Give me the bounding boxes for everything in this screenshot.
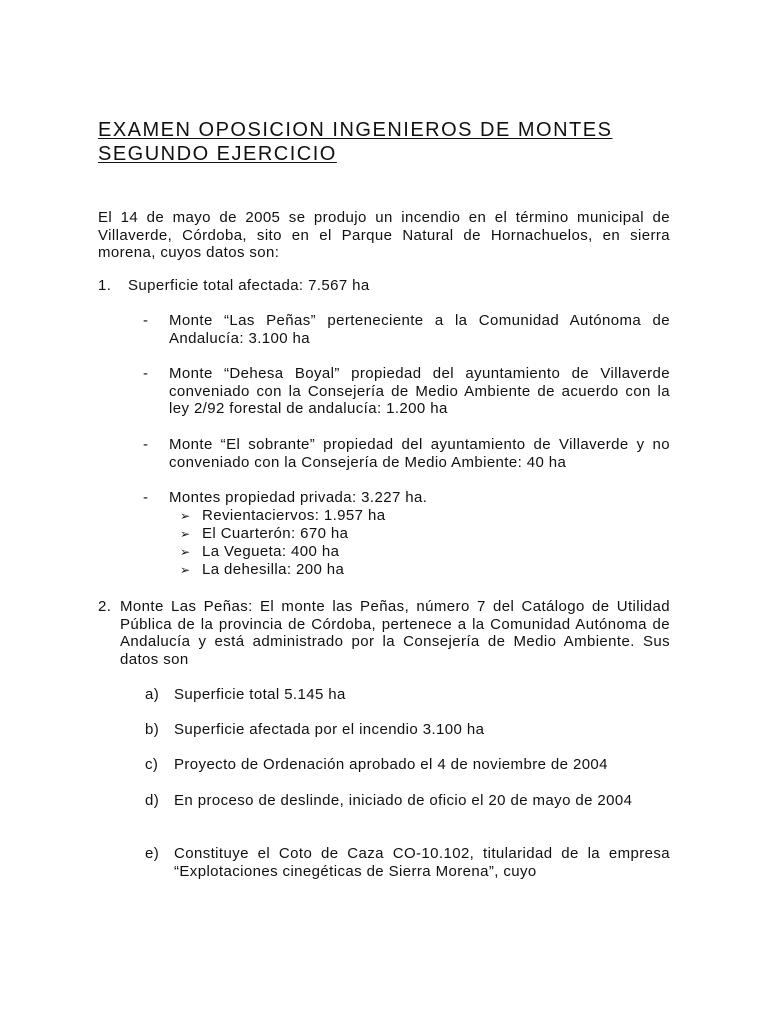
bullet-item xyxy=(143,365,670,418)
sub-bullet-text: El Cuarterón: 670 ha xyxy=(202,525,349,542)
bullet-dash: - xyxy=(143,436,149,453)
lettered-item xyxy=(145,686,670,704)
bullet-dash: - xyxy=(143,489,149,506)
lettered-item xyxy=(145,721,670,739)
sub-bullet-text: La dehesilla: 200 ha xyxy=(202,561,345,578)
lettered-item-label: c) xyxy=(145,756,159,773)
lettered-item-text: Superficie total 5.145 ha xyxy=(174,686,346,703)
lettered-item-text: Superficie afectada por el incendio 3.100 ha xyxy=(174,721,485,738)
sub-bullet-item xyxy=(180,543,540,561)
title-line-2: SEGUNDO EJERCICIO xyxy=(98,143,337,165)
lettered-item xyxy=(145,845,670,880)
lettered-item-label: a) xyxy=(145,686,160,703)
intro-paragraph: El 14 de mayo de 2005 se produjo un incendio en el término municipal de Villaverde, Córdoba, sito en el Parque Natural de Hornachuelos, en sierra morena, cuyos datos son: xyxy=(98,209,670,261)
sub-bullet-item xyxy=(180,525,540,543)
sub-bullet-text: La Vegueta: 400 ha xyxy=(202,543,340,560)
sub-bullet-text: Revientaciervos: 1.957 ha xyxy=(202,507,386,524)
arrow-bullet-icon: ➢ xyxy=(180,545,191,559)
lettered-item xyxy=(145,792,670,810)
bullet-item xyxy=(143,436,670,471)
arrow-bullet-icon: ➢ xyxy=(180,563,191,577)
lettered-item-text: Constituye el Coto de Caza CO-10.102, titularidad de la empresa “Explotaciones cinegéticas de Sierra Morena”, cuyo xyxy=(174,845,670,880)
lettered-item xyxy=(145,756,670,774)
item-1-text: Superficie total afectada: 7.567 ha xyxy=(128,277,370,294)
lettered-item-label: e) xyxy=(145,845,160,862)
bullet-dash: - xyxy=(143,365,149,382)
arrow-bullet-icon: ➢ xyxy=(180,527,191,541)
item-1-number: 1. xyxy=(98,277,112,294)
sub-bullet-item xyxy=(180,507,540,525)
sub-bullet-item xyxy=(180,561,540,579)
bullet-text: Monte “Las Peñas” perteneciente a la Comunidad Autónoma de Andalucía: 3.100 ha xyxy=(169,312,670,347)
bullet-item xyxy=(143,489,670,507)
bullet-text: Montes propiedad privada: 3.227 ha. xyxy=(169,489,428,506)
lettered-item-text: En proceso de deslinde, iniciado de oficio el 20 de mayo de 2004 xyxy=(174,792,633,809)
bullet-text: Monte “El sobrante” propiedad del ayuntamiento de Villaverde y no conveniado con la Consejería de Medio Ambiente: 40 ha xyxy=(169,436,670,471)
lettered-item-text: Proyecto de Ordenación aprobado el 4 de noviembre de 2004 xyxy=(174,756,608,773)
item-2-number: 2. xyxy=(98,598,112,615)
item-1 xyxy=(98,277,670,295)
sub-bullet-list xyxy=(180,507,540,579)
item-2-text: Monte Las Peñas: El monte las Peñas, número 7 del Catálogo de Utilidad Pública de la provincia de Córdoba, pertenece a la Comunidad Autónoma de Andalucía y está administrado por la Consejería de Medio Ambiente. Sus datos son xyxy=(120,598,670,668)
arrow-bullet-icon: ➢ xyxy=(180,509,191,523)
document-title xyxy=(98,118,678,166)
lettered-item-label: b) xyxy=(145,721,160,738)
bullet-item xyxy=(143,312,670,347)
lettered-item-label: d) xyxy=(145,792,160,809)
item-2 xyxy=(98,598,670,668)
bullet-dash: - xyxy=(143,312,149,329)
bullet-text: Monte “Dehesa Boyal” propiedad del ayuntamiento de Villaverde conveniado con la Consejería de Medio Ambiente de acuerdo con la ley 2/92 forestal de andalucía: 1.200 ha xyxy=(169,365,670,417)
title-line-1: EXAMEN OPOSICION INGENIEROS DE MONTES xyxy=(98,119,613,141)
